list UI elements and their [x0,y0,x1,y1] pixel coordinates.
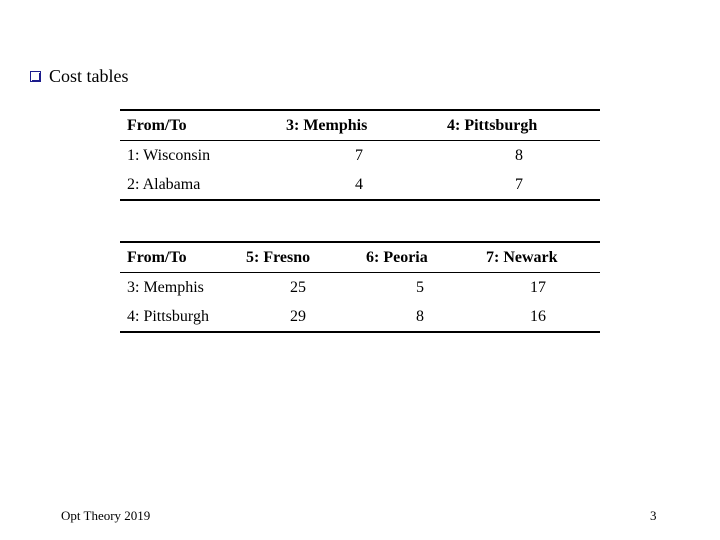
column-header: From/To [127,117,187,134]
table-cell: 7 [355,147,363,164]
table-cell: 5 [416,279,424,296]
page-number: 3 [650,508,657,523]
table-header-row [120,243,600,273]
table-row [120,302,600,331]
table-cell: 17 [530,279,546,296]
row-label: 2: Alabama [127,176,201,193]
cost-table-1 [120,109,600,201]
bullet-heading-text: Cost tables [49,65,129,86]
bullet-heading [30,66,129,86]
table-cell: 8 [515,147,523,164]
row-label: 4: Pittsburgh [127,308,209,325]
checkbox-bullet-icon [30,71,41,82]
column-header: From/To [127,249,187,266]
table-cell: 16 [530,308,546,325]
table-row [120,141,600,170]
row-label: 1: Wisconsin [127,147,211,164]
column-header: 7: Newark [486,249,558,266]
column-header: 5: Fresno [246,249,311,266]
table-header-row [120,111,600,141]
table-cell: 25 [290,279,306,296]
table-row [120,170,600,199]
column-header: 3: Memphis [286,117,368,134]
table-row [120,273,600,302]
column-header: 4: Pittsburgh [447,117,538,134]
table-cell: 4 [355,176,363,193]
table-cell: 8 [416,308,424,325]
cost-table-2 [120,241,600,333]
column-header: 6: Peoria [366,249,428,266]
table-cell: 7 [515,176,523,193]
table-cell: 29 [290,308,306,325]
footer-course-label: Opt Theory 2019 [61,508,151,523]
row-label: 3: Memphis [127,279,204,296]
